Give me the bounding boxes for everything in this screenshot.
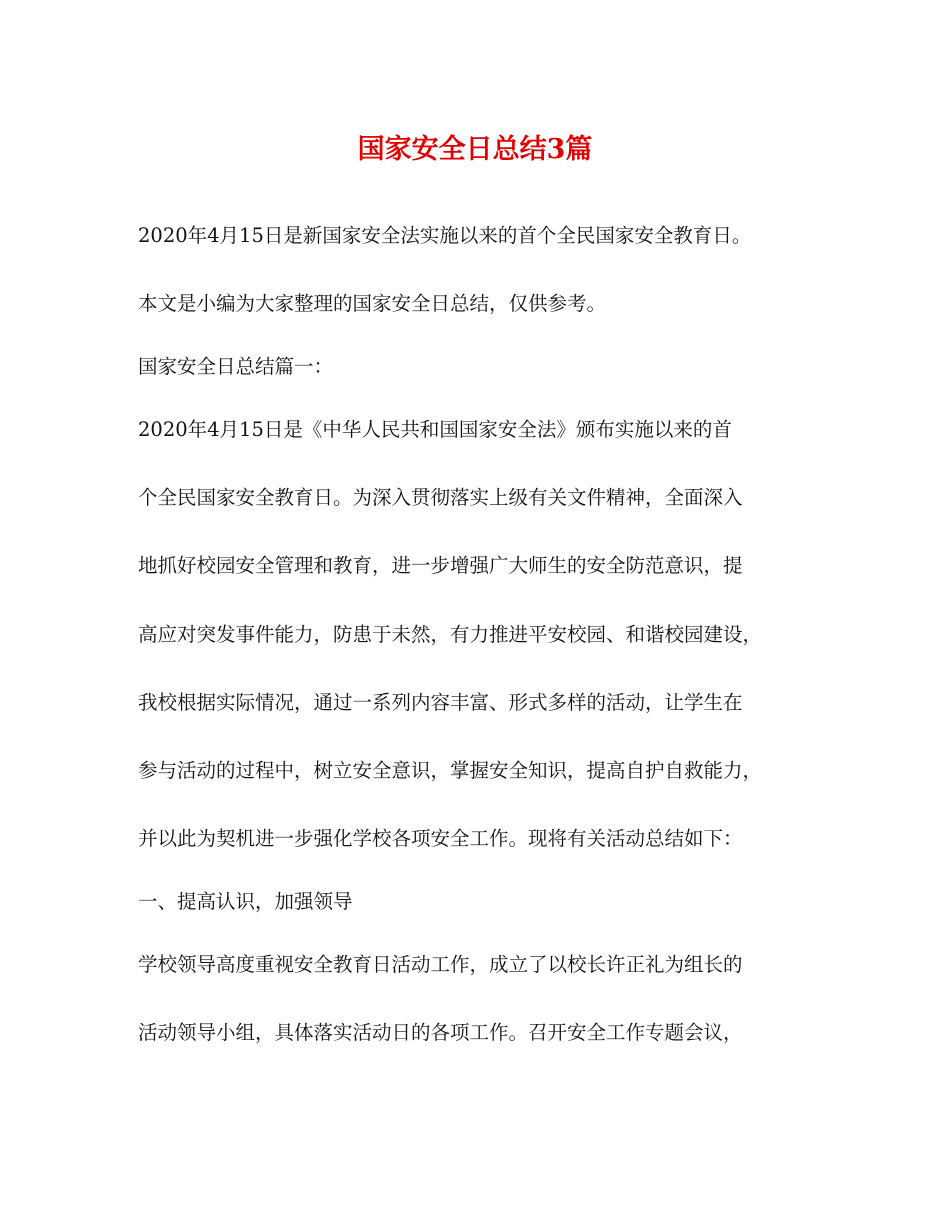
- text-line: 高应对突发事件能力，防患于未然，有力推进平安校园、和谐校园建设，: [138, 623, 763, 646]
- text-line: 学校领导高度重视安全教育日活动工作，成立了以校长许正礼为组长的: [138, 953, 743, 976]
- text-line: 2020年4月15日是新国家安全法实施以来的首个全民国家安全教育日。: [138, 224, 752, 247]
- text-line: 本文是小编为大家整理的国家安全日总结，仅供参考。: [138, 292, 607, 315]
- text-line: 2020年4月15日是《中华人民共和国国家安全法》颁布实施以来的首: [138, 418, 732, 441]
- text-line: 个全民国家安全教育日。为深入贯彻落实上级有关文件精神，全面深入: [138, 486, 743, 509]
- text-line: 参与活动的过程中，树立安全意识，掌握安全知识，提高自护自救能力，: [138, 759, 763, 782]
- document-title: 国家安全日总结3篇: [357, 134, 593, 165]
- text-line: 地抓好校园安全管理和教育，进一步增强广大师生的安全防范意识，提: [138, 554, 743, 577]
- section-heading: 国家安全日总结篇一：: [138, 355, 334, 378]
- section-heading: 一、提高认识，加强领导: [138, 890, 353, 913]
- text-line: 活动领导小组，具体落实活动日的各项工作。召开安全工作专题会议，: [138, 1021, 743, 1044]
- text-line: 并以此为契机进一步强化学校各项安全工作。现将有关活动总结如下：: [138, 827, 743, 850]
- text-line: 我校根据实际情况，通过一系列内容丰富、形式多样的活动，让学生在: [138, 691, 743, 714]
